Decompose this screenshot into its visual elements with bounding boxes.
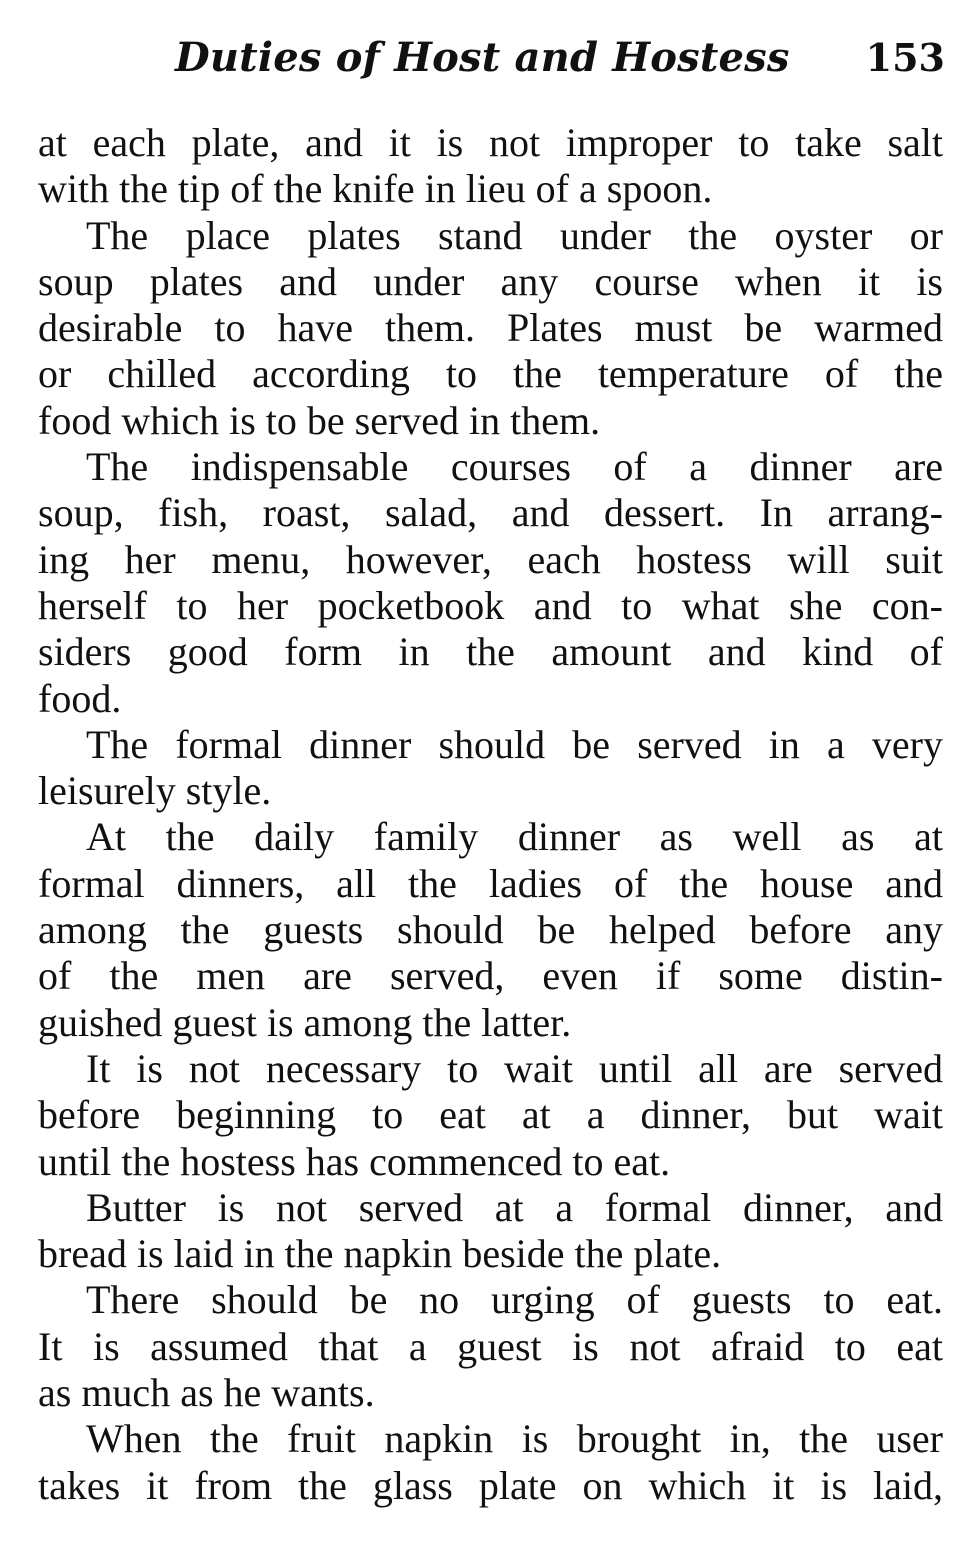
body-text bbox=[38, 120, 943, 1509]
text-line: among the guests should be helped before any bbox=[38, 907, 943, 953]
text-line: food. bbox=[38, 675, 122, 721]
text-line: At the daily family dinner as well as at bbox=[86, 814, 943, 860]
text-line: until the hostess has commenced to eat. bbox=[38, 1138, 671, 1184]
text-line: or chilled according to the temperature of the bbox=[38, 351, 943, 397]
text-line: bread is laid in the napkin beside the plate. bbox=[38, 1231, 722, 1277]
text-line: of the men are served, even if some distin- bbox=[38, 953, 943, 999]
text-line: Butter is not served at a formal dinner, and bbox=[86, 1184, 943, 1230]
text-line: with the tip of the knife in lieu of a spoon. bbox=[38, 166, 713, 212]
text-line: herself to her pocketbook and to what she con- bbox=[38, 582, 943, 628]
paragraph bbox=[38, 814, 943, 1045]
text-line: food which is to be served in them. bbox=[38, 397, 601, 443]
paragraph bbox=[38, 444, 943, 722]
text-line: ing her menu, however, each hostess will suit bbox=[38, 536, 943, 582]
text-line: When the fruit napkin is brought in, the user bbox=[86, 1416, 943, 1462]
text-line: leisurely style. bbox=[38, 768, 272, 814]
text-line: soup, fish, roast, salad, and dessert. In arrang- bbox=[38, 490, 943, 536]
text-line: guished guest is among the latter. bbox=[38, 999, 572, 1045]
paragraph bbox=[38, 1046, 943, 1185]
text-line: The formal dinner should be served in a very bbox=[86, 721, 943, 767]
text-line: desirable to have them. Plates must be warmed bbox=[38, 305, 943, 351]
paragraph bbox=[38, 1416, 943, 1509]
paragraph bbox=[38, 120, 943, 213]
page-number: 153 bbox=[865, 35, 945, 80]
text-line: The place plates stand under the oyster or bbox=[86, 212, 943, 258]
text-line: The indispensable courses of a dinner are bbox=[86, 444, 943, 490]
text-line: soup plates and under any course when it is bbox=[38, 258, 943, 304]
text-line: before beginning to eat at a dinner, but wait bbox=[38, 1092, 943, 1138]
text-line: takes it from the glass plate on which it is laid, bbox=[38, 1462, 943, 1508]
text-line: There should be no urging of guests to eat. bbox=[86, 1277, 943, 1323]
paragraph bbox=[38, 1277, 943, 1416]
text-line: formal dinners, all the ladies of the house and bbox=[38, 860, 943, 906]
chapter-title: Duties of Host and Hostess bbox=[175, 34, 790, 81]
text-line: at each plate, and it is not improper to take salt bbox=[38, 120, 943, 165]
paragraph bbox=[38, 213, 943, 444]
paragraph bbox=[38, 1185, 943, 1278]
paragraph bbox=[38, 722, 943, 815]
text-line: It is assumed that a guest is not afraid to eat bbox=[38, 1323, 943, 1369]
text-line: It is not necessary to wait until all are served bbox=[86, 1045, 943, 1091]
text-line: as much as he wants. bbox=[38, 1370, 375, 1416]
text-line: siders good form in the amount and kind of bbox=[38, 629, 943, 675]
running-header bbox=[40, 28, 945, 88]
